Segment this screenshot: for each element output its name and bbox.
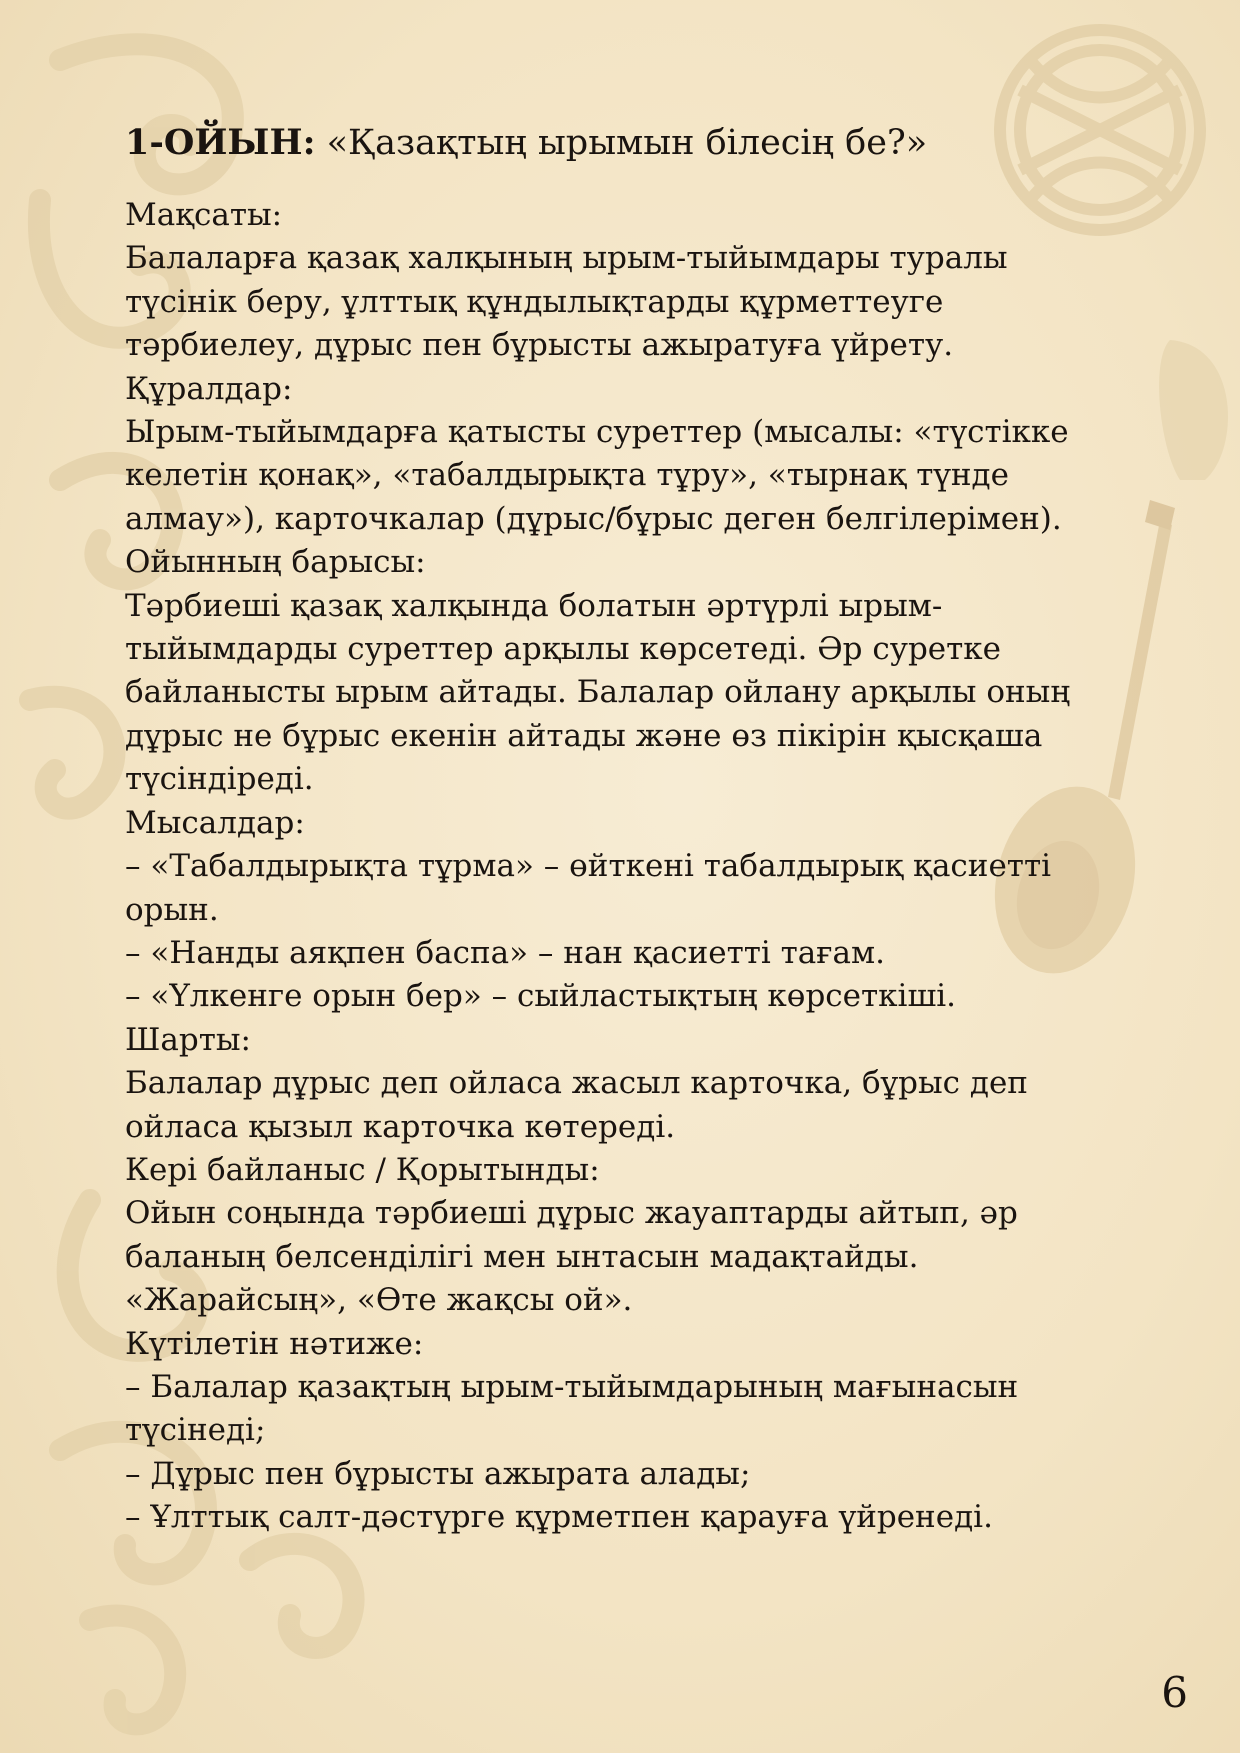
game-name: «Қазақтың ырымын білесің бе?» xyxy=(326,123,928,163)
text-line: байланысты ырым айтады. Балалар ойлану арқылы оның xyxy=(125,674,1071,711)
text-line: – Ұлттық салт-дәстүрге құрметпен қарауға үйренеді. xyxy=(125,1499,993,1536)
text-line: Ойын соңында тәрбиеші дұрыс жауаптарды айтып, әр xyxy=(125,1195,1018,1232)
text-line: Ойынның барысы: xyxy=(125,544,426,581)
text-line: Кері байланыс / Қорытынды: xyxy=(125,1151,600,1188)
game-title xyxy=(125,118,1135,168)
bowl-icon xyxy=(1159,340,1228,480)
text-line: түсінеді; xyxy=(125,1412,266,1449)
text-line: дұрыс не бұрыс екенін айтады және өз пікірін қысқаша xyxy=(125,717,1043,754)
text-line: «Жарайсың», «Өте жақсы ой». xyxy=(125,1282,633,1319)
text-line: түсіндіреді. xyxy=(125,761,314,798)
page-number: 6 xyxy=(1161,1668,1188,1717)
text-line: – «Нанды аяқпен баспа» – нан қасиетті тағам. xyxy=(125,934,885,971)
text-line: Балалар дұрыс деп ойласа жасыл карточка, бұрыс деп xyxy=(125,1065,1028,1102)
text-line: Ырым-тыйымдарға қатысты суреттер (мысалы: «түстікке xyxy=(125,414,1069,451)
text-line: Балаларға қазақ халқының ырым-тыйымдары туралы xyxy=(125,240,1008,277)
text-line: – Дұрыс пен бұрысты ажырата алады; xyxy=(125,1455,751,1492)
text-line: ойласа қызыл карточка көтереді. xyxy=(125,1108,676,1145)
text-line: келетін қонақ», «табалдырықта тұру», «тырнақ түнде xyxy=(125,457,1009,494)
text-line: Мақсаты: xyxy=(125,197,283,233)
text-line: – «Үлкенге орын бер» – сыйластықтың көрсеткіші. xyxy=(125,978,957,1015)
text-line: түсінік беру, ұлттық құндылықтарды құрметтеуге xyxy=(125,283,944,320)
text-line: Тәрбиеші қазақ халқында болатын әртүрлі ырым- xyxy=(125,587,943,624)
text-line: – «Табалдырықта тұрма» – өйткені табалдырық қасиетті xyxy=(125,848,1052,885)
text-line: Құралдар: xyxy=(125,370,293,407)
text-line: Шарты: xyxy=(125,1021,251,1058)
text-line: Мысалдар: xyxy=(125,804,305,841)
text-line: орын. xyxy=(125,891,219,928)
text-line: Күтілетін нәтиже: xyxy=(125,1325,424,1362)
game-number-label: 1-ОЙЫН: xyxy=(125,122,316,163)
text-line: тыйымдарды суреттер арқылы көрсетеді. Әр суретке xyxy=(125,631,1002,668)
text-line: баланың белсенділігі мен ынтасын мадақтайды. xyxy=(125,1238,919,1275)
document-body xyxy=(125,118,1135,1540)
text-line: алмау»), карточкалар (дұрыс/бұрыс деген белгілерімен). xyxy=(125,500,1062,537)
text-line: тәрбиелеу, дұрыс пен бұрысты ажыратуға үйрету. xyxy=(125,327,954,364)
text-line: – Балалар қазақтың ырым-тыйымдарының мағынасын xyxy=(125,1368,1019,1405)
